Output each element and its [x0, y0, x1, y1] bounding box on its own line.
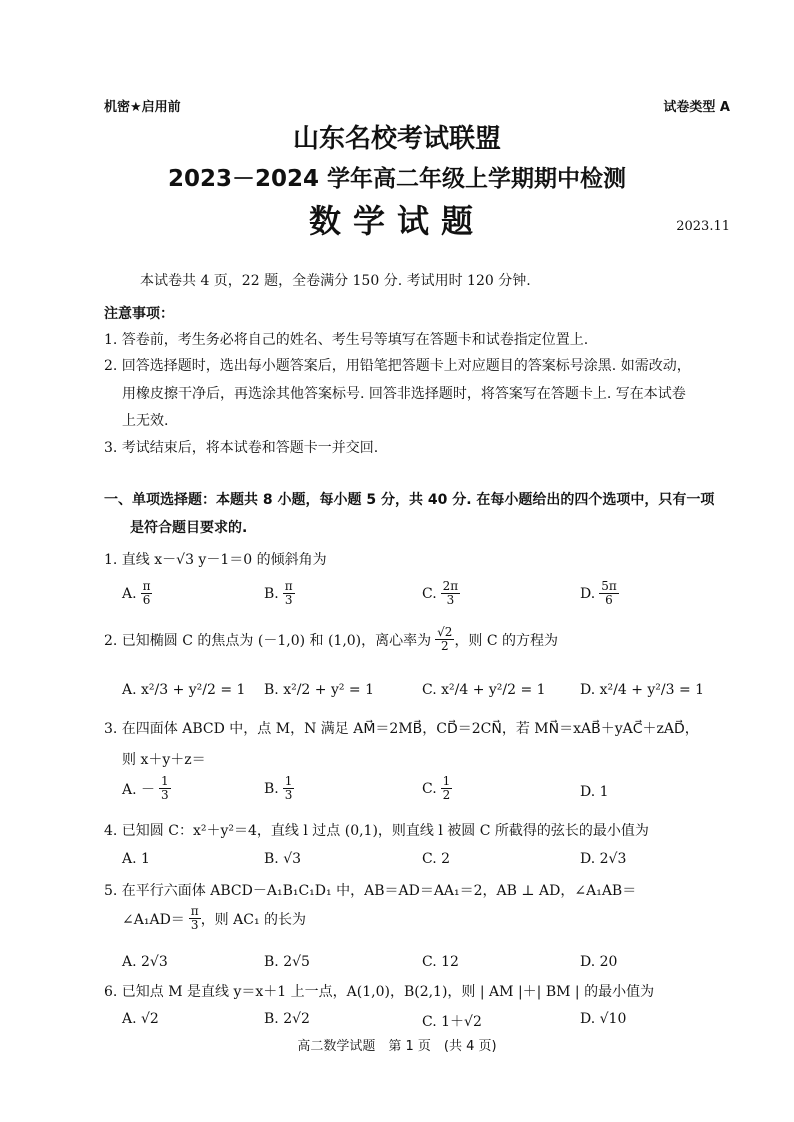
question-5-stem-pre: ∠A₁AD＝ [122, 911, 185, 928]
question-3-option-d: D. 1 [580, 784, 609, 800]
option-label: C. [422, 585, 437, 602]
option-label: B. [264, 585, 279, 602]
question-1-option-b [264, 580, 295, 607]
frac-num: 1 [284, 774, 293, 788]
frac-den: 2 [442, 788, 451, 802]
frac-num: π [284, 579, 293, 593]
option-label: B. [264, 780, 279, 797]
question-5-option-b: B. 2√5 [264, 954, 310, 970]
exam-date: 2023.11 [676, 219, 730, 234]
question-3-option-a [122, 775, 171, 802]
question-4-option-c: C. 2 [422, 851, 451, 867]
notice-item: 2. 回答选择题时，选出每小题答案后，用铅笔把答题卡上对应题目的答案标号涂黑. 如需改动， [104, 358, 691, 374]
question-2-stem-post: ，则 C 的方程为 [454, 632, 559, 649]
exam-term-title: 2023－2024 学年高二年级上学期期中检测 [167, 166, 627, 192]
exam-alliance-title: 山东名校考试联盟 [292, 124, 501, 154]
question-3-option-b [264, 775, 294, 802]
frac-den: 3 [190, 918, 199, 932]
question-2-option-a: A. x²/3 + y²/2 = 1 [122, 682, 246, 698]
frac-den: 6 [605, 593, 613, 607]
frac-num: 1 [442, 774, 451, 788]
question-3-stem-cont: 则 x＋y＋z＝ [122, 752, 206, 768]
question-6-option-b: B. 2√2 [264, 1011, 310, 1027]
frac-den: 3 [161, 788, 169, 802]
frac-den: 3 [446, 593, 455, 607]
confidential-mark: 机密★启用前 [104, 100, 181, 115]
notice-item: 上无效. [122, 413, 169, 429]
frac-den: 3 [284, 593, 293, 607]
option-label: C. [422, 780, 437, 797]
question-4-option-a: A. 1 [122, 851, 150, 867]
frac-den: 3 [284, 788, 293, 802]
question-1-stem: 1. 直线 x－√3 y－1＝0 的倾斜角为 [104, 552, 327, 568]
question-6-option-d: D. √10 [580, 1011, 627, 1027]
question-2-option-c: C. x²/4 + y²/2 = 1 [422, 682, 546, 698]
question-6-stem: 6. 已知点 M 是直线 y＝x＋1 上一点，A(1,0)，B(2,1)，则 | AM |＋| BM | 的最小值为 [104, 984, 655, 1000]
exam-intro: 本试卷共 4 页，22 题，全卷满分 150 分. 考试用时 120 分钟. [140, 273, 531, 289]
question-5-stem-cont [122, 905, 306, 932]
section-heading: 一、单项选择题：本题共 8 小题，每小题 5 分，共 40 分. 在每小题给出的四个选项中，只有一项 [104, 492, 715, 508]
question-2-option-d: D. x²/4 + y²/3 = 1 [580, 682, 705, 698]
question-5-stem: 5. 在平行六面体 ABCD－A₁B₁C₁D₁ 中，AB＝AD＝AA₁＝2，AB ⊥ AD，∠A₁AB＝ [104, 883, 637, 899]
notice-item: 1. 答卷前，考生务必将自己的姓名、考生号等填写在答题卡和试卷指定位置上. [104, 332, 589, 348]
frac-num: 5π [601, 579, 617, 593]
question-2-stem-pre: 2. 已知椭圆 C 的焦点为 (－1,0) 和 (1,0)，离心率为 [104, 632, 432, 649]
notice-item: 3. 考试结束后，将本试卷和答题卡一并交回. [104, 440, 379, 456]
question-2-option-b: B. x²/2 + y² = 1 [264, 682, 375, 698]
section-heading-cont: 是符合题目要求的. [130, 520, 248, 536]
question-1-option-a [122, 580, 152, 607]
page-footer: 高二数学试题 第 1 页 (共 4 页) [297, 1039, 497, 1054]
frac-den: 6 [142, 593, 151, 607]
notice-item: 用橡皮擦干净后，再选涂其他答案标号. 回答非选择题时，将答案写在答题卡上. 写在本试卷 [122, 386, 686, 402]
subject-title: 数学试题 [308, 202, 485, 240]
frac-num: 1 [161, 774, 169, 788]
notice-heading: 注意事项： [104, 306, 174, 322]
question-6-option-c: C. 1＋√2 [422, 1014, 482, 1030]
frac-num: 2π [442, 579, 459, 593]
question-1-option-c [422, 580, 460, 607]
question-6-option-a: A. √2 [122, 1011, 159, 1027]
frac-den: 2 [440, 639, 449, 653]
question-4-option-d: D. 2√3 [580, 851, 627, 867]
option-label: D. [580, 585, 596, 602]
question-4-stem: 4. 已知圆 C：x²＋y²＝4，直线 l 过点 (0,1)，则直线 l 被圆 C 所截得的弦长的最小值为 [104, 823, 649, 839]
question-5-option-a: A. 2√3 [122, 954, 168, 970]
question-1-option-d [580, 580, 619, 607]
question-5-option-c: C. 12 [422, 954, 459, 970]
question-3-option-c [422, 775, 452, 802]
frac-num: π [190, 904, 199, 918]
question-2-stem [104, 626, 558, 653]
frac-num: π [142, 579, 151, 593]
question-5-stem-post: ，则 AC₁ 的长为 [200, 911, 307, 928]
option-label: A. － [122, 781, 156, 798]
frac-num: √2 [437, 625, 453, 639]
question-4-option-b: B. √3 [264, 851, 302, 867]
option-label: A. [122, 585, 137, 602]
question-3-stem: 3. 在四面体 ABCD 中，点 M，N 满足 AM⃗＝2MB⃗，CD⃗＝2CN⃗，若 MN⃗＝xAB⃗＋yAC⃗＋zAD⃗， [104, 721, 699, 737]
question-5-option-d: D. 20 [580, 954, 618, 970]
paper-type: 试卷类型 A [663, 100, 730, 115]
